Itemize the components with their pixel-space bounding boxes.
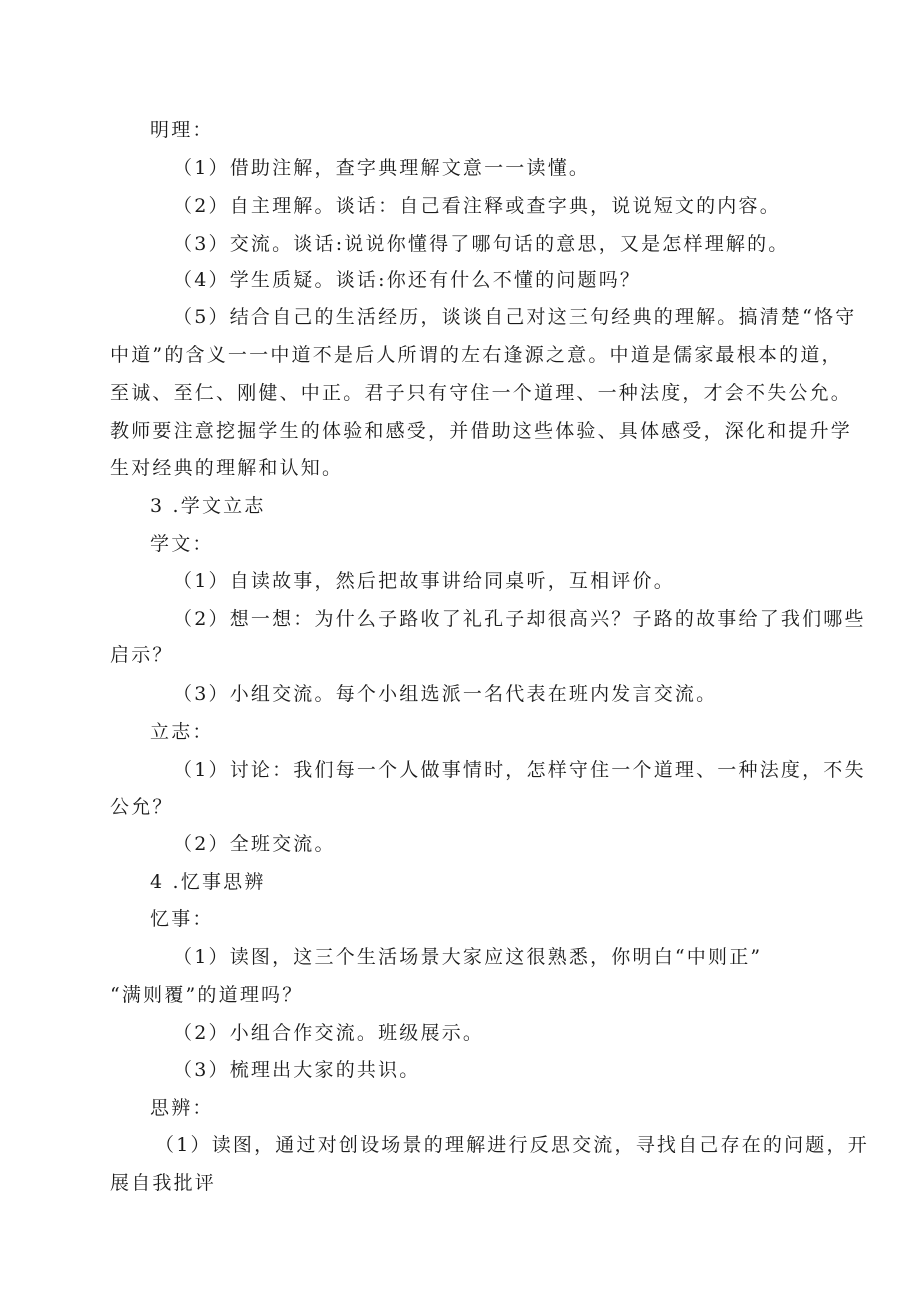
paragraph-line: （1）读图，通过对创设场景的理解进行反思交流，寻找自己存在的问题，开 xyxy=(155,1134,869,1156)
paragraph-line: 生对经典的理解和认知。 xyxy=(110,457,344,479)
paragraph-line: （3）小组交流。每个小组选派一名代表在班内发言交流。 xyxy=(173,683,718,705)
subheading-xuewen: 学文： xyxy=(150,533,214,555)
subheading-lizhi: 立志： xyxy=(150,721,214,743)
paragraph-line: （4）学生质疑。谈话:你还有什么不懂的问题吗？ xyxy=(173,269,642,291)
paragraph-line: 公允？ xyxy=(110,796,174,818)
paragraph-line: （3）梳理出大家的共识。 xyxy=(173,1059,421,1081)
paragraph-line: 至诚、至仁、刚健、中正。君子只有守住一个道理、一种法度，才会不失公允。 xyxy=(110,382,853,404)
paragraph-line: （3）交流。谈话:说说你懂得了哪句话的意思，又是怎样理解的。 xyxy=(173,233,790,255)
section-heading-yishi-sibian: 4 .忆事思辨 xyxy=(150,871,266,893)
paragraph-line: （2）小组合作交流。班级展示。 xyxy=(173,1022,485,1044)
paragraph-line: （1）讨论：我们每一个人做事情时，怎样守住一个道理、一种法度，不失 xyxy=(173,759,866,781)
section-heading-xuewen-lizhi: 3 .学文立志 xyxy=(150,495,266,517)
paragraph-line: （1）读图，这三个生活场景大家应这很熟悉，你明白“中则正” xyxy=(173,946,763,968)
paragraph-line: （2）自主理解。谈话：自己看注释或查字典，说说短文的内容。 xyxy=(173,195,781,217)
subheading-sibian: 思辨： xyxy=(150,1097,214,1119)
paragraph-line: （1）借助注解，查字典理解文意一一读懂。 xyxy=(173,157,591,179)
paragraph-line: “满则覆”的道理吗？ xyxy=(110,984,304,1006)
paragraph-line: 展自我批评 xyxy=(110,1172,217,1194)
paragraph-line: （2）想一想：为什么子路收了礼孔子却很高兴？子路的故事给了我们哪些 xyxy=(173,608,866,630)
paragraph-line: 启示？ xyxy=(110,644,174,666)
paragraph-line: （1）自读故事，然后把故事讲给同桌听，互相评价。 xyxy=(173,570,675,592)
subheading-yishi: 忆事： xyxy=(150,908,214,930)
paragraph-line: （2）全班交流。 xyxy=(173,833,336,855)
paragraph-line: 教师要注意挖掘学生的体验和感受，并借助这些体验、具体感受，深化和提升学 xyxy=(110,420,853,442)
paragraph-line: （5）结合自己的生活经历，谈谈自己对这三句经典的理解。搞清楚“恪守 xyxy=(173,306,857,328)
paragraph-line: 中道”的含义一一中道不是后人所谓的左右逢源之意。中道是儒家最根本的道， xyxy=(110,344,843,366)
section-heading-mingli: 明理： xyxy=(150,119,214,141)
